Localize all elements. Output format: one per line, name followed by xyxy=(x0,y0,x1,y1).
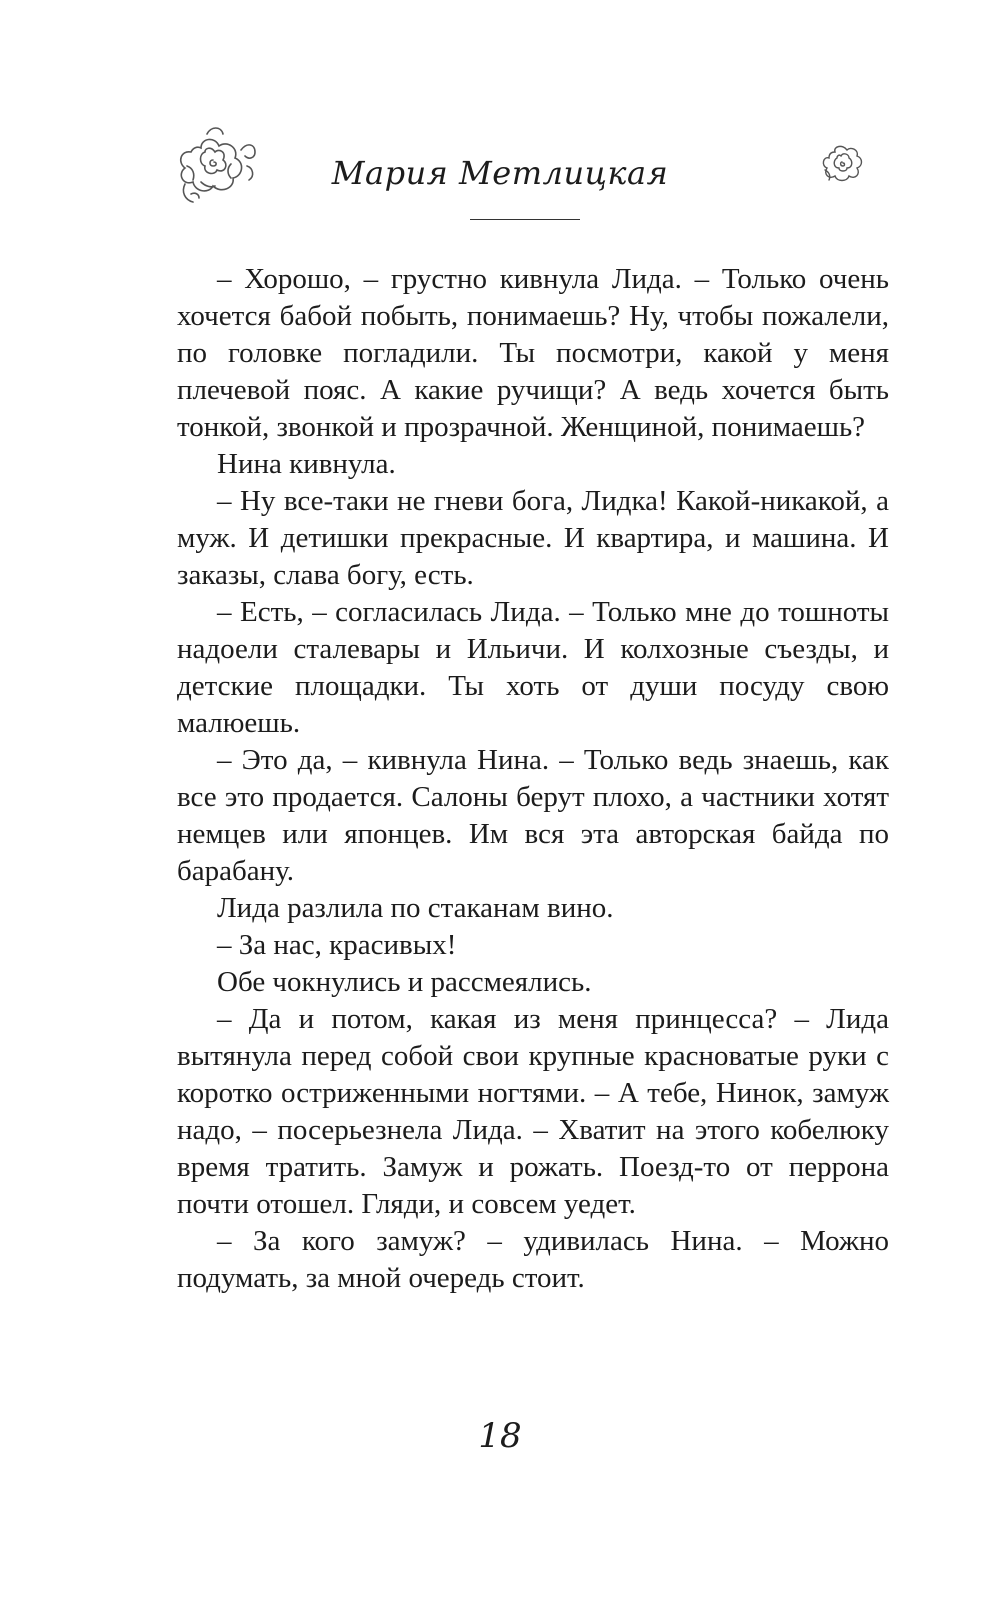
paragraph: Нина кивнула. xyxy=(217,448,396,480)
paragraph: – Есть, – согласилась Лида. – Только мне до тошноты надоели сталевары и Ильичи. И колхозные съезды, и детские площадки. Ты хоть от души посуду свою малюешь. xyxy=(177,596,889,739)
header-divider xyxy=(470,219,580,220)
page-number: 18 xyxy=(478,1416,522,1456)
main-text xyxy=(177,261,889,1297)
running-header xyxy=(0,118,1000,238)
paragraph: – Ну все-таки не гневи бога, Лидка! Какой-никакой, а муж. И детишки прекрасные. И квартира, и машина. И заказы, слава богу, есть. xyxy=(177,485,889,591)
book-author: Мария Метлицкая xyxy=(331,154,669,192)
paragraph: – За нас, красивых! xyxy=(217,929,457,961)
rose-ornament-icon xyxy=(817,140,869,188)
paragraph: – Это да, – кивнула Нина. – Только ведь знаешь, как все это продается. Салоны берут плохо, а частники хотят немцев или японцев. Им вся эта авторская байда по барабану. xyxy=(177,744,889,887)
paragraph: – Да и потом, какая из меня принцесса? – Лида вытянула перед собой свои крупные красноватые руки с коротко остриженными ногтями. – А тебе, Нинок, замуж надо, – посерьезнела Лида. – Хватит на этого кобелюку время тратить. Замуж и рожать. Поезд-то от перрона почти отошел. Гляди, и совсем уедет. xyxy=(177,1003,889,1220)
paragraph: Лида разлила по стаканам вино. xyxy=(217,892,614,924)
paragraph: Обе чокнулись и рассмеялись. xyxy=(217,966,592,998)
paragraph: – За кого замуж? – удивилась Нина. – Можно подумать, за мной очередь стоит. xyxy=(177,1225,889,1294)
paragraph: – Хорошо, – грустно кивнула Лида. – Только очень хочется бабой побыть, понимаешь? Ну, чтобы пожалели, по головке погладили. Ты посмотри, какой у меня плечевой пояс. А какие ручищи? А ведь хочется быть тонкой, звонкой и прозрачной. Женщиной, понимаешь? xyxy=(177,263,889,443)
